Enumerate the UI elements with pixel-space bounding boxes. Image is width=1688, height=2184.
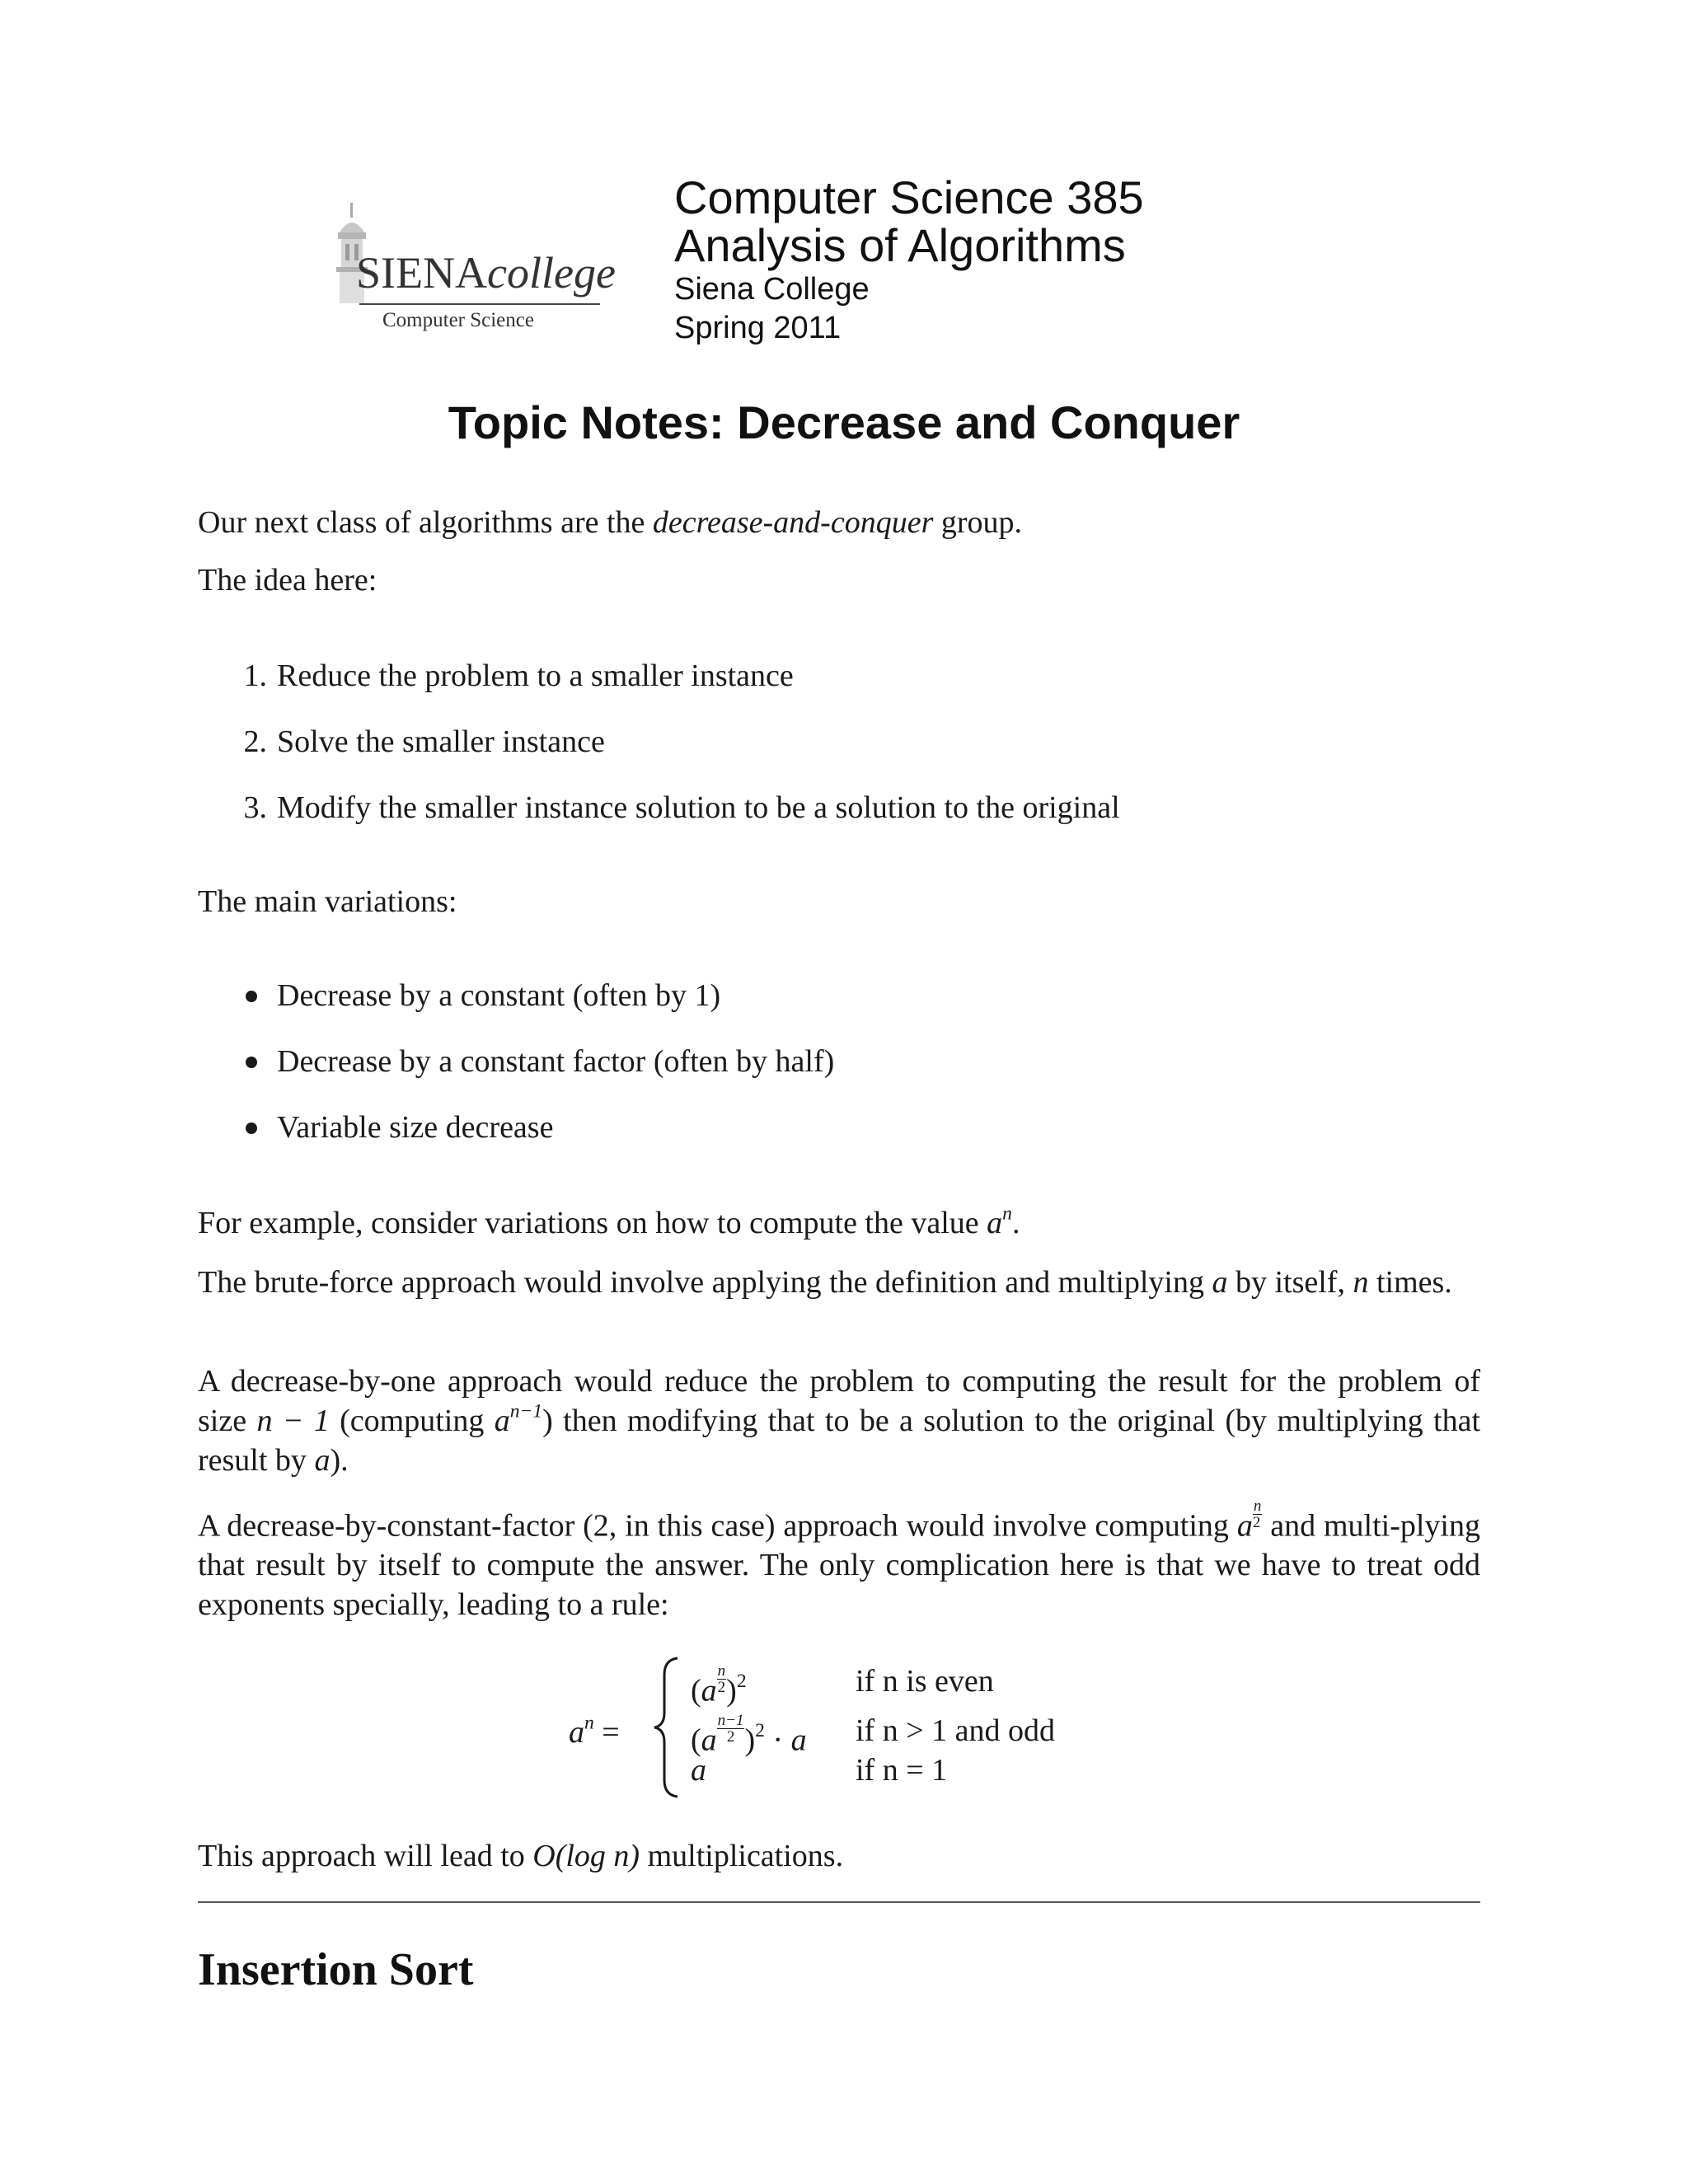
- left-brace-icon: [651, 1655, 684, 1800]
- text: A decrease-by-one approach would reduce the problem to computing the result for the problem of size: [198, 1364, 1480, 1438]
- math-var: a: [701, 1722, 717, 1758]
- math-fraction: [717, 1663, 727, 1695]
- frac-num: n: [1253, 1497, 1262, 1515]
- logo-name: SIENA: [356, 248, 487, 298]
- math-exp: n−1: [509, 1400, 543, 1422]
- bullet-icon: [246, 1057, 257, 1068]
- math-var: a: [790, 1722, 807, 1758]
- logo-department: Computer Science: [382, 309, 534, 331]
- logo-name-italic: college: [487, 248, 616, 298]
- institution: Siena College: [674, 272, 870, 307]
- bullet-icon: [246, 1122, 257, 1134]
- list-item-text: Variable size decrease: [277, 1110, 554, 1145]
- math-var: a: [691, 1753, 706, 1788]
- text: times.: [1368, 1265, 1452, 1300]
- list-marker: 1.: [243, 658, 267, 693]
- math-exp: n: [584, 1712, 594, 1734]
- case-condition: if n > 1 and odd: [856, 1713, 1056, 1748]
- intro-text: Our next class of algorithms are the: [198, 505, 653, 540]
- term: Spring 2011: [674, 311, 842, 345]
- intro-paragraph: [198, 503, 1480, 542]
- course-number: Computer Science 385: [674, 171, 1144, 223]
- math-exp: 2: [736, 1670, 747, 1692]
- text: .: [1011, 1206, 1020, 1240]
- math-var: a: [987, 1206, 1003, 1240]
- list-item-text: Decrease by a constant (often by 1): [277, 978, 721, 1013]
- section-heading: Insertion Sort: [198, 1944, 474, 1995]
- intro-emphasis: decrease-and-conquer: [652, 505, 934, 540]
- text: A decrease-by-constant-factor (2, in this case) approach would involve computing: [198, 1508, 1237, 1544]
- frac-den: 2: [1252, 1514, 1261, 1531]
- example-paragraph: [198, 1203, 1480, 1243]
- variations-label: The main variations:: [198, 884, 457, 919]
- equation-lhs: $a^n$ =: [569, 1712, 620, 1750]
- math-exp: 2: [755, 1719, 765, 1741]
- math-var: a: [1236, 1508, 1253, 1544]
- intro-text-end: group.: [933, 505, 1023, 540]
- math-expr: O(log n): [532, 1839, 640, 1873]
- siena-college-logo: [323, 198, 616, 338]
- text: and multi-plying that result by itself to compute the answer. The only complication here is that we have to treat odd exponents specially, leading to a rule:: [198, 1508, 1480, 1623]
- math-expr: n − 1: [256, 1404, 330, 1438]
- logo-rule: [359, 303, 600, 305]
- brute-force-paragraph: [198, 1263, 1480, 1302]
- list-item-text: Modify the smaller instance solution to be a solution to the original: [277, 790, 1120, 825]
- complexity-paragraph: [198, 1836, 1480, 1876]
- decrease-by-factor-paragraph: [198, 1498, 1480, 1624]
- math-fraction: [717, 1713, 745, 1745]
- math-var: a: [569, 1715, 584, 1750]
- math-fraction: [1253, 1498, 1263, 1530]
- text: The brute-force approach would involve applying the definition and multiplying: [198, 1265, 1212, 1300]
- case-condition: if n is even: [856, 1664, 994, 1699]
- list-item-text: Reduce the problem to a smaller instance: [277, 658, 794, 693]
- math-var: n: [1353, 1265, 1369, 1300]
- frac-num: n−1: [717, 1712, 744, 1729]
- math-var: a: [701, 1673, 717, 1708]
- list-marker: 3.: [243, 790, 267, 825]
- text: ) then modifying that to be a solution to the original (by multiplying that result by: [198, 1404, 1481, 1478]
- decrease-by-one-paragraph: [198, 1361, 1480, 1480]
- section-divider: [198, 1901, 1480, 1903]
- idea-label: The idea here:: [198, 563, 377, 598]
- text: (computing: [329, 1404, 495, 1438]
- text: ).: [330, 1443, 349, 1478]
- math-var: a: [1212, 1265, 1228, 1300]
- course-name: Analysis of Algorithms: [674, 219, 1126, 271]
- piecewise-equation: [569, 1648, 1146, 1813]
- list-marker: 2.: [243, 724, 267, 759]
- math-var: a: [494, 1404, 510, 1438]
- list-item-text: Solve the smaller instance: [277, 724, 605, 759]
- math-exp: n: [1002, 1202, 1012, 1225]
- text: multiplications.: [640, 1839, 844, 1873]
- frac-den: 2: [717, 1679, 726, 1696]
- case-row-even: (a $\frac{n}{2}$ )$^2$: [691, 1662, 747, 1708]
- text: by itself,: [1227, 1265, 1353, 1300]
- text: For example, consider variations on how to compute the value: [198, 1206, 987, 1240]
- bullet-icon: [246, 991, 257, 1002]
- text: This approach will lead to: [198, 1839, 533, 1873]
- math-var: a: [314, 1443, 331, 1478]
- page-title: Topic Notes: Decrease and Conquer: [448, 396, 1240, 448]
- case-row-base: [691, 1752, 706, 1788]
- case-row-odd: (a $\frac{n-1}{2}$ )$^2$ · a: [691, 1712, 807, 1758]
- case-condition: if n = 1: [856, 1753, 948, 1788]
- frac-num: n: [717, 1662, 726, 1680]
- list-item-text: Decrease by a constant factor (often by half): [277, 1044, 835, 1079]
- frac-den: 2: [726, 1728, 735, 1746]
